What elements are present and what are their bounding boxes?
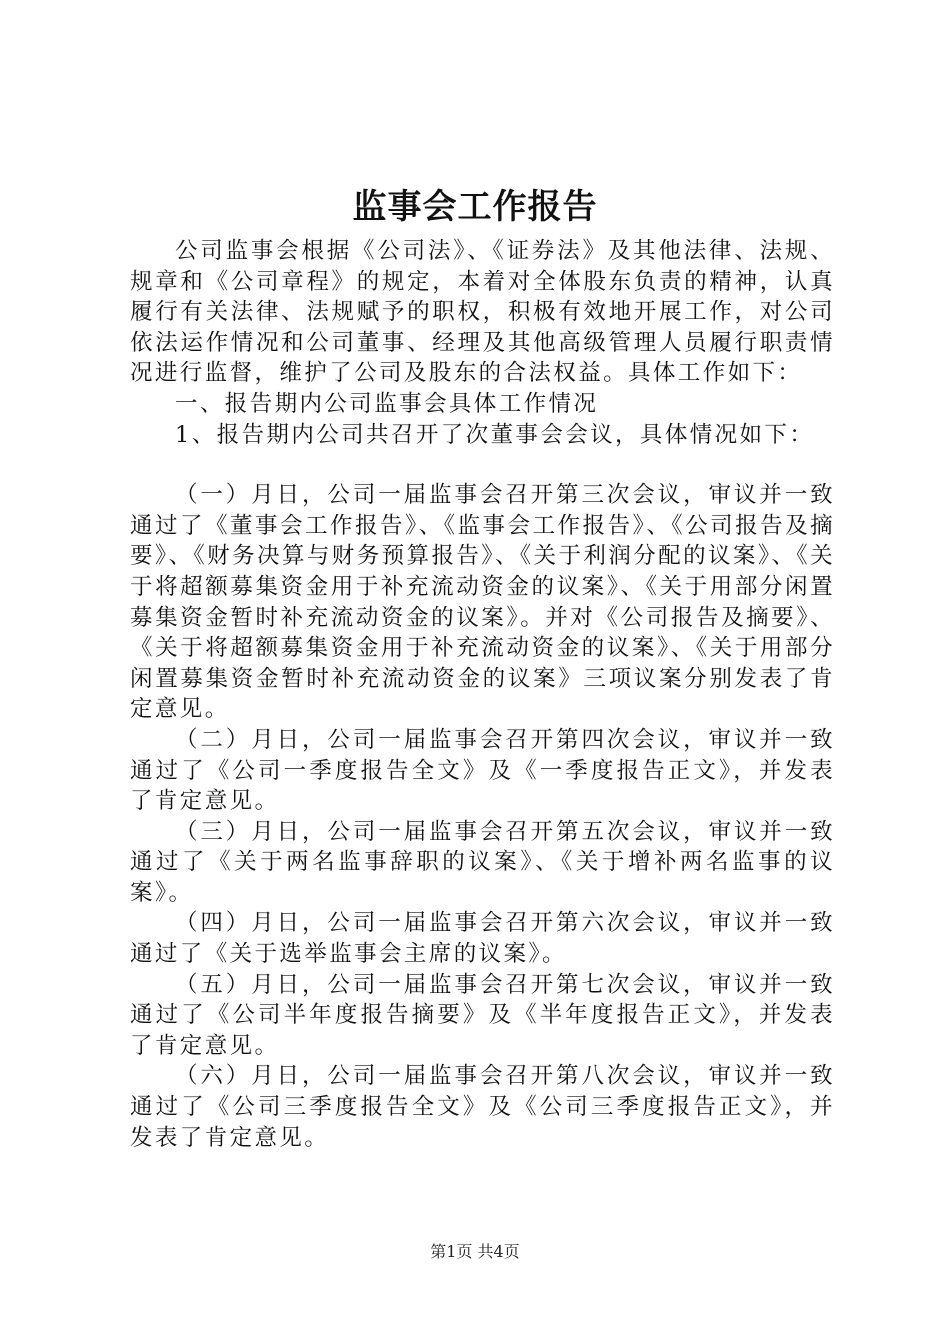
intro-paragraph: 公司监事会根据《公司法》、《证券法》及其他法律、法规、规章和《公司章程》的规定，本着对全体股东负责的精神，认真履行有关法律、法规赋予的职权，积极有效地开展工作，对公司依法运作情况和公司董事、经理及其他高级管理人员履行职责情况进行监督，维护了公司及股东的合法权益。具体工作如下： xyxy=(130,238,835,387)
section-heading: 一、报告期内公司监事会具体工作情况 xyxy=(175,390,599,417)
meeting-item-1: （一）月日，公司一届监事会召开第三次会议，审议并一致通过了《董事会工作报告》、《监事会工作报告》、《公司报告及摘要》、《财务决算与财务预算报告》、《关于利润分配的议案》、《关于将超额募集资金用于补充流动资金的议案》、《关于用部分闲置募集资金暂时补充流动资金的议案》。并对《公司报告及摘要》、《关于将超额募集资金用于补充流动资金的议案》、《关于用部分闲置募集资金暂时补充流动资金的议案》三项议案分别发表了肯定意见。 xyxy=(130,482,835,723)
meeting-item-6: （六）月日，公司一届监事会召开第八次会议，审议并一致通过了《公司三季度报告全文》及《公司三季度报告正文》，并发表了肯定意见。 xyxy=(130,1063,835,1151)
document-title: 监事会工作报告 xyxy=(352,187,598,227)
meeting-item-3: （三）月日，公司一届监事会召开第五次会议，审议并一致通过了《关于两名监事辞职的议案》、《关于增补两名监事的议案》。 xyxy=(130,818,835,906)
document-body xyxy=(130,236,835,1153)
meeting-item-2: （二）月日，公司一届监事会召开第四次会议，审议并一致通过了《公司一季度报告全文》及《一季度报告正文》，并发表了肯定意见。 xyxy=(130,726,835,815)
meeting-item-5: （五）月日，公司一届监事会召开第七次会议，审议并一致通过了《公司半年度报告摘要》及《半年度报告正文》，并发表了肯定意见。 xyxy=(130,971,835,1059)
page-footer: 第1页 共4页 xyxy=(430,1242,520,1261)
meeting-summary-paragraph: 1、报告期内公司共召开了次董事会会议，具体情况如下： xyxy=(175,421,815,448)
meeting-item-4: （四）月日，公司一届监事会召开第六次会议，审议并一致通过了《关于选举监事会主席的议案》。 xyxy=(130,910,835,968)
